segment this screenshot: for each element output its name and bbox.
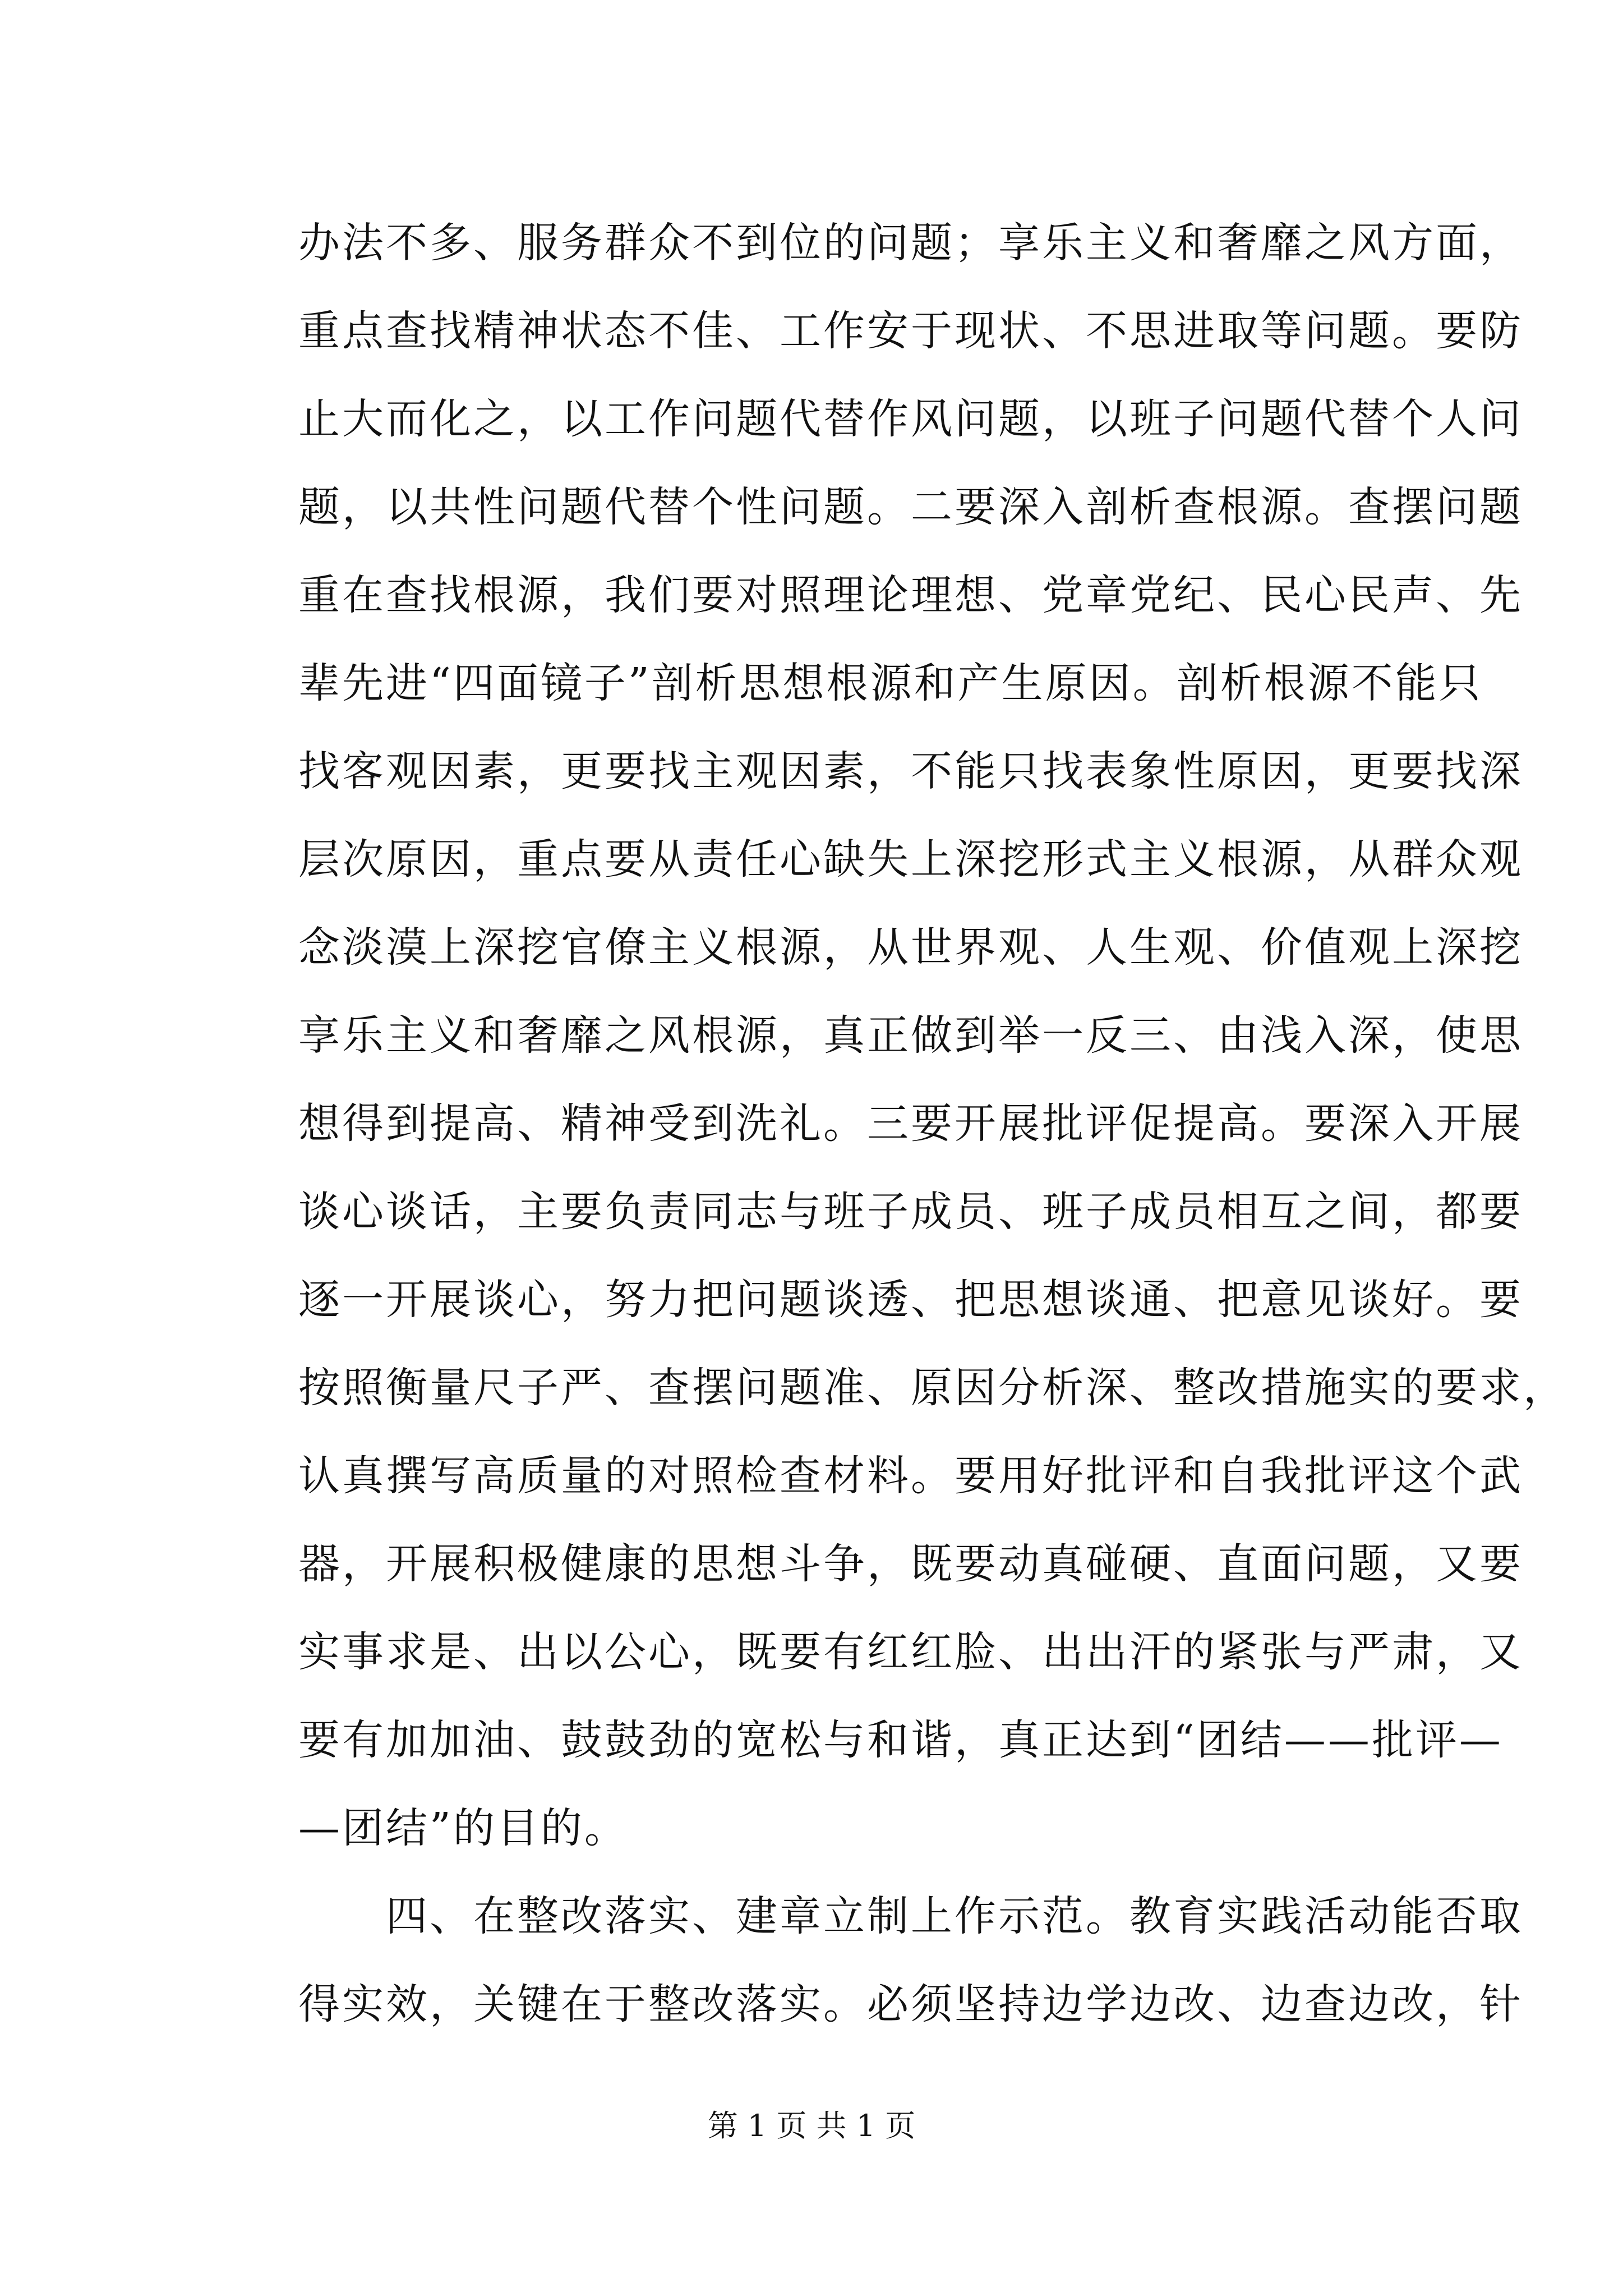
text-line: 辈先进“四面镜子”剖析思想根源和产生原因。剖析根源不能只 [298,659,1483,707]
text-line: 重点查找精神状态不佳、工作安于现状、不思进取等问题。要防 [298,307,1523,355]
text-line: 实事求是、出以公心，既要有红红脸、出出汗的紧张与严肃，又 [298,1628,1523,1676]
text-line: 层次原因，重点要从责任心缺失上深挖形式主义根源，从群众观 [298,835,1523,884]
text-line: 得实效，关键在于整改落实。必须坚持边学边改、边查边改，针 [298,1980,1523,2028]
text-line: —团结”的目的。 [298,1804,628,1852]
text-line: 重在查找根源，我们要对照理论理想、党章党纪、民心民声、先 [298,571,1523,619]
text-line: 办法不多、服务群众不到位的问题；享乐主义和奢靡之风方面， [298,219,1523,267]
text-line: 念淡漠上深挖官僚主义根源，从世界观、人生观、价值观上深挖 [298,923,1523,972]
text-line: 逐一开展谈心，努力把问题谈透、把思想谈通、把意见谈好。要 [298,1276,1523,1324]
text-line: 器，开展积极健康的思想斗争，既要动真碰硬、直面问题，又要 [298,1540,1523,1588]
text-line: 按照衡量尺子严、查摆问题准、原因分析深、整改措施实的要求， [298,1364,1567,1412]
paragraph-start-line: 四、在整改落实、建章立制上作示范。教育实践活动能否取 [298,1892,1523,1940]
text-line: 找客观因素，更要找主观因素，不能只找表象性原因，更要找深 [298,747,1523,795]
text-line: 题，以共性问题代替个性问题。二要深入剖析查根源。查摆问题 [298,483,1523,531]
text-line: 要有加加油、鼓鼓劲的宽松与和谐，真正达到“团结——批评— [298,1716,1503,1764]
page-footer: 第 1 页 共 1 页 [707,2108,916,2143]
text-line: 想得到提高、精神受到洗礼。三要开展批评促提高。要深入开展 [298,1099,1523,1148]
text-line: 谈心谈话，主要负责同志与班子成员、班子成员相互之间，都要 [298,1188,1523,1236]
text-line: 止大而化之，以工作问题代替作风问题，以班子问题代替个人问 [298,395,1523,443]
text-line: 认真撰写高质量的对照检查材料。要用好批评和自我批评这个武 [298,1452,1523,1500]
text-line: 享乐主义和奢靡之风根源，真正做到举一反三、由浅入深，使思 [298,1011,1523,1060]
